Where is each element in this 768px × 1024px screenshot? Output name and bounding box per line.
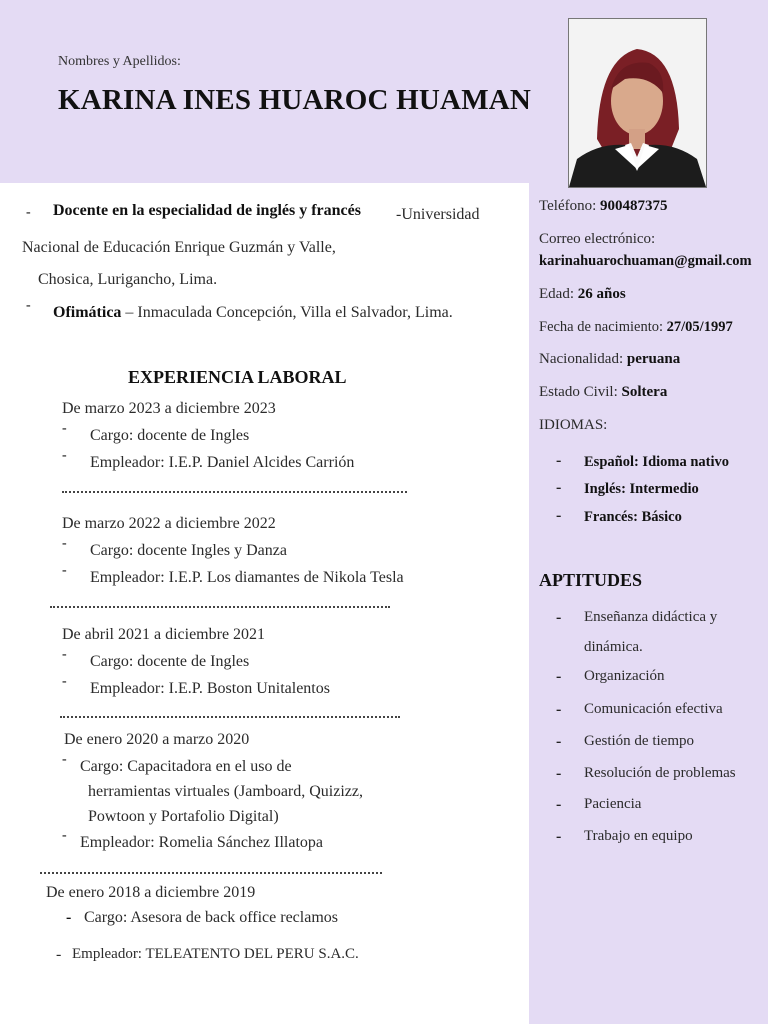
phone-value: 900487375	[600, 198, 668, 214]
job-employer: Empleador: Romelia Sánchez Illatopa	[80, 834, 324, 851]
language-item: Español: Idioma nativo	[584, 454, 730, 470]
education-institution-1: -Universidad	[396, 206, 480, 223]
job-employer: Empleador: I.E.P. Boston Unitalentos	[90, 680, 330, 697]
bullet-dash: -	[556, 701, 562, 718]
skill-item: Gestión de tiempo	[584, 733, 694, 749]
divider-dots	[62, 491, 407, 493]
education-title-2: Ofimática	[53, 304, 122, 321]
sidebar-panel	[529, 183, 768, 1024]
skill-item: Organización	[584, 668, 665, 684]
job-employer: Empleador: I.E.P. Daniel Alcides Carrión	[90, 454, 355, 471]
divider-dots	[60, 716, 400, 718]
birth-value: 27/05/1997	[666, 319, 733, 335]
bullet-dash: -	[66, 909, 72, 926]
bullet-dash: -	[62, 674, 67, 689]
job-period: De marzo 2023 a diciembre 2023	[62, 400, 276, 417]
birth-row	[539, 319, 733, 336]
skill-item: Trabajo en equipo	[584, 828, 693, 844]
education-title-1: Docente en la especialidad de inglés y francés	[53, 202, 361, 219]
job-cargo: Powtoon y Portafolio Digital)	[88, 808, 279, 825]
bullet-dash: -	[556, 479, 562, 496]
email-value: karinahuarochuaman@gmail.com	[539, 253, 752, 269]
job-period: De marzo 2022 a diciembre 2022	[62, 515, 276, 532]
job-cargo: Cargo: docente de Ingles	[90, 653, 250, 670]
bullet-dash: -	[62, 536, 67, 551]
education-item-2	[53, 304, 453, 322]
portrait-icon	[569, 19, 706, 187]
language-item: Francés: Básico	[584, 509, 682, 525]
experience-title: EXPERIENCIA LABORAL	[128, 367, 347, 387]
bullet-dash: -	[62, 828, 67, 843]
age-row	[539, 286, 626, 303]
job-cargo: Cargo: docente de Ingles	[90, 427, 250, 444]
skill-item: dinámica.	[584, 639, 643, 655]
job-period: De enero 2020 a marzo 2020	[64, 731, 250, 748]
bullet-dash: -	[62, 421, 67, 436]
job-employer: Empleador: I.E.P. Los diamantes de Nikola Tesla	[90, 569, 404, 586]
full-name: KARINA INES HUAROC HUAMAN	[58, 84, 532, 116]
bullet-dash: -	[62, 752, 67, 767]
job-period: De abril 2021 a diciembre 2021	[62, 626, 266, 643]
job-cargo: Cargo: Asesora de back office reclamos	[84, 909, 338, 926]
languages-title: IDIOMAS:	[539, 417, 608, 433]
name-label: Nombres y Apellidos:	[58, 54, 181, 69]
civil-label: Estado Civil:	[539, 384, 618, 400]
bullet-dash: -	[556, 668, 562, 685]
bullet-dash: -	[556, 452, 562, 469]
nationality-value: peruana	[626, 351, 681, 367]
education-detail-2: – Inmaculada Concepción, Villa el Salvador, Lima.	[125, 304, 453, 321]
language-item: Inglés: Intermedio	[584, 481, 699, 497]
civil-value: Soltera	[621, 384, 668, 400]
bullet-dash: -	[556, 765, 562, 782]
age-label: Edad:	[539, 286, 574, 302]
education-location-1: Chosica, Lurigancho, Lima.	[38, 271, 218, 288]
job-cargo: herramientas virtuales (Jamboard, Quizizz,	[88, 783, 363, 800]
phone-label: Teléfono:	[539, 198, 597, 214]
profile-photo	[568, 18, 707, 188]
skill-item: Comunicación efectiva	[584, 701, 723, 717]
skill-item: Resolución de problemas	[584, 765, 736, 781]
education-institution-2: Nacional de Educación Enrique Guzmán y Valle,	[22, 239, 336, 256]
bullet-dash: -	[62, 448, 67, 463]
divider-dots	[50, 606, 390, 608]
birth-label: Fecha de nacimiento:	[539, 319, 664, 335]
bullet-dash: -	[556, 733, 562, 750]
bullet-dash: -	[556, 507, 562, 524]
job-period: De enero 2018 a diciembre 2019	[46, 884, 256, 901]
phone-row	[539, 198, 668, 215]
bullet-dash: -	[62, 647, 67, 662]
skills-title: APTITUDES	[539, 570, 643, 590]
skill-item: Paciencia	[584, 796, 642, 812]
bullet-dash: -	[62, 563, 67, 578]
bullet-dash: -	[26, 298, 31, 313]
age-value: 26 años	[577, 286, 626, 302]
bullet-dash: -	[556, 828, 562, 845]
nationality-row	[539, 351, 680, 368]
skill-item: Enseñanza didáctica y	[584, 609, 718, 625]
nationality-label: Nacionalidad:	[539, 351, 624, 367]
bullet-dash: -	[556, 796, 562, 813]
job-cargo: Cargo: docente Ingles y Danza	[90, 542, 287, 559]
bullet-dash: -	[56, 946, 62, 963]
divider-dots	[40, 872, 382, 874]
bullet-dash: -	[26, 205, 31, 220]
job-cargo: Cargo: Capacitadora en el uso de	[80, 758, 292, 775]
job-employer: Empleador: TELEATENTO DEL PERU S.A.C.	[72, 946, 359, 962]
bullet-dash: -	[556, 609, 562, 626]
email-label: Correo electrónico:	[539, 231, 656, 247]
civil-row	[539, 384, 667, 401]
